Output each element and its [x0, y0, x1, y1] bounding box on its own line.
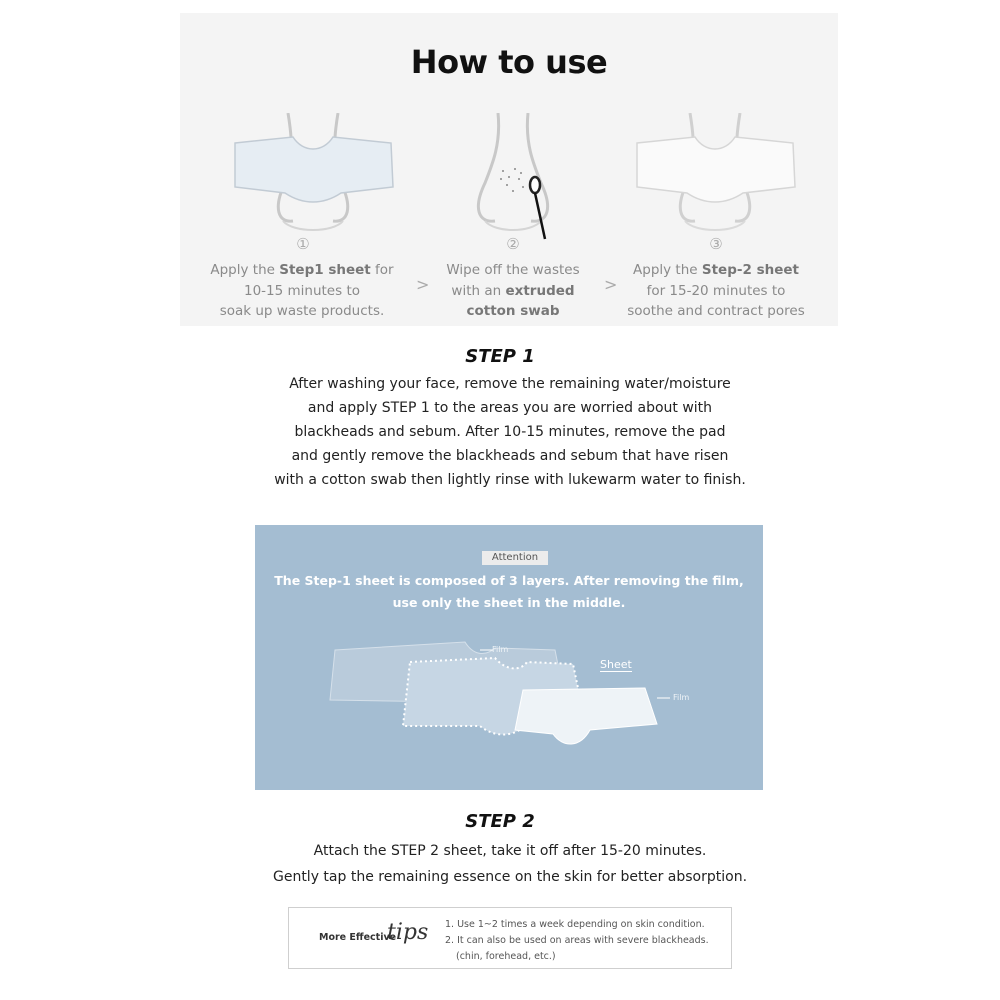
step-description-2: [413, 260, 613, 322]
step-description-3: [616, 260, 816, 322]
chevron-right-icon: >: [416, 275, 430, 294]
film-top-label: Film: [492, 645, 509, 654]
step2-bold-term: extruded: [505, 282, 575, 299]
step1-line: blackheads and sebum. After 10-15 minutes, remove the pad: [294, 424, 726, 440]
sheet-label: Sheet: [600, 658, 632, 671]
tips-label: More Effective: [319, 932, 397, 943]
step1-text-part: soak up waste products.: [219, 303, 385, 319]
attention-line: The Step-1 sheet is composed of 3 layers. After removing the film,: [274, 573, 744, 588]
step1-line: After washing your face, remove the remaining water/moisture: [289, 376, 731, 392]
step3-text-part: Apply the: [633, 262, 702, 278]
step1-line: and gently remove the blackheads and sebum that have risen: [291, 448, 729, 464]
film-bottom-label: Film: [673, 693, 690, 702]
tips-item: (chin, forehead, etc.): [456, 951, 556, 962]
step3-text-part: for 15-20 minutes to: [646, 282, 786, 299]
tips-box: [288, 907, 732, 969]
step-description-1: [202, 260, 402, 322]
step-number-1: ①: [296, 235, 310, 253]
step1-line: and apply STEP 1 to the areas you are worried about with: [307, 400, 713, 416]
step1-line: with a cotton swab then lightly rinse with lukewarm water to finish.: [274, 472, 746, 488]
step2-heading: STEP 2: [465, 811, 535, 832]
page-title: How to use: [410, 43, 608, 81]
tips-script-title: tips: [387, 920, 429, 945]
attention-panel: [255, 525, 763, 790]
nose-strip-icon: [223, 113, 403, 243]
cotton-swab-nose-icon: [423, 113, 603, 243]
tips-list: [445, 917, 725, 965]
attention-text: [255, 570, 763, 614]
step2-text-part: with an: [451, 282, 506, 299]
step-number-2: ②: [506, 235, 520, 253]
sheet-layers-illustration: [315, 630, 735, 770]
step3-bold-term: Step-2 sheet: [701, 262, 799, 278]
attention-line: use only the sheet in the middle.: [392, 595, 626, 610]
attention-badge: Attention: [482, 551, 548, 565]
step1-text-part: for: [370, 262, 394, 278]
step2-line: Gently tap the remaining essence on the skin for better absorption.: [272, 869, 748, 885]
step-number-3: ③: [709, 235, 723, 253]
step1-heading: STEP 1: [465, 346, 535, 367]
step1-bold-term: Step1 sheet: [279, 262, 371, 278]
step2-instructions: [250, 838, 770, 890]
tips-item: 2. It can also be used on areas with severe blackheads.: [445, 935, 709, 946]
step2-text-part: Wipe off the wastes: [446, 262, 580, 278]
nose-sheet-icon: [625, 113, 805, 243]
how-to-use-panel: [180, 13, 838, 326]
step1-text-part: 10-15 minutes to: [243, 282, 360, 299]
step3-text-part: soothe and contract pores: [627, 303, 805, 319]
step2-line: Attach the STEP 2 sheet, take it off after 15-20 minutes.: [313, 843, 707, 859]
step2-bold-term: cotton swab: [466, 303, 560, 319]
step1-text-part: Apply the: [210, 262, 280, 278]
tips-item: 1. Use 1~2 times a week depending on skin condition.: [445, 919, 705, 930]
step1-instructions: [250, 372, 770, 492]
chevron-right-icon: >: [604, 275, 618, 294]
